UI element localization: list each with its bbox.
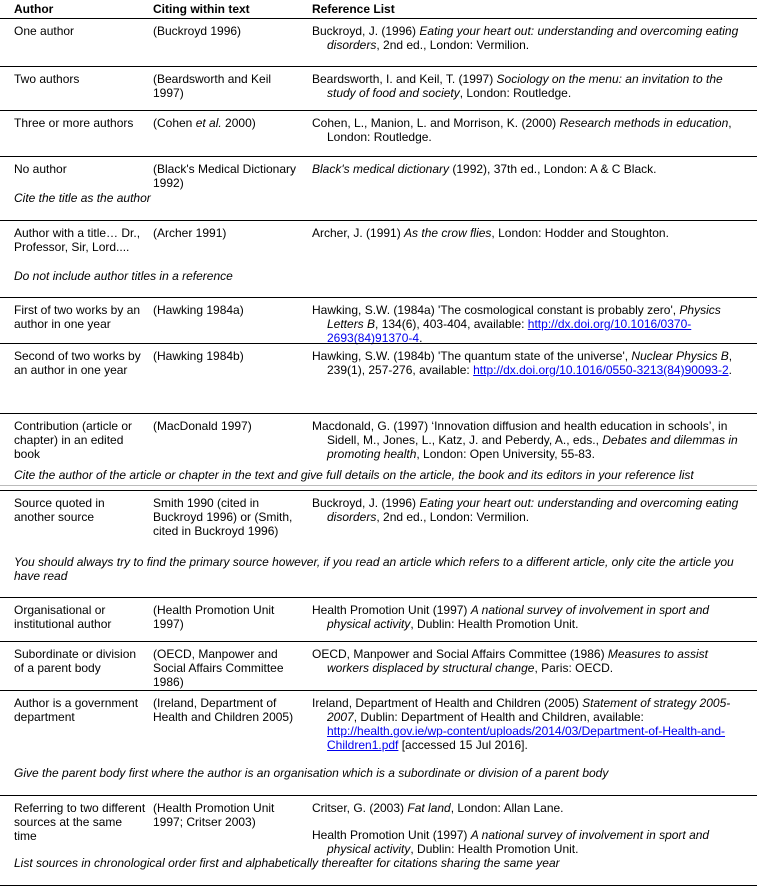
table-row xyxy=(0,795,757,885)
reference-entry xyxy=(312,801,742,815)
row-note: List sources in chronological order first and alphabetically thereafter for citations sharing the same year xyxy=(14,856,560,870)
table-row xyxy=(0,18,757,66)
reference-text: , 2nd ed., London: Vermilion. xyxy=(376,510,530,524)
reference-text: , London: Routledge. xyxy=(459,86,572,100)
reference-text: [accessed 15 Jul 2016]. xyxy=(398,738,528,752)
reference-text: , London: Routledge. xyxy=(327,116,732,144)
table-row xyxy=(0,597,757,641)
reference-title: Statement of strategy 2005-2007 xyxy=(327,696,731,724)
reference-list-cell xyxy=(312,419,742,474)
author-type: Three or more authors xyxy=(14,116,134,130)
reference-title: Black's medical dictionary xyxy=(312,162,450,176)
reference-text: , 239(1), 257-276, available: xyxy=(327,349,733,377)
reference-text: , Paris: OECD. xyxy=(534,661,614,675)
author-type: Two authors xyxy=(14,72,80,86)
citation-example: Smith 1990 (cited in Buckroyd 1996) or (Smith, cited in Buckroyd 1996) xyxy=(153,496,293,538)
header-citing: Citing within text xyxy=(153,2,250,16)
reference-list-cell xyxy=(312,162,742,189)
citation-example: (Beardsworth and Keil 1997) xyxy=(153,72,272,100)
author-type: Source quoted in another source xyxy=(14,496,105,524)
reference-text: , 2nd ed., London: Vermilion. xyxy=(376,38,530,52)
reference-text: Hawking, S.W. (1984b) 'The quantum state of the universe', xyxy=(312,349,632,363)
citation-example: (Archer 1991) xyxy=(153,226,227,240)
reference-title: Physics Letters B xyxy=(327,303,721,331)
reference-list-cell xyxy=(312,696,742,765)
reference-entry xyxy=(312,647,742,675)
reference-title: Eating your heart out: understanding and overcoming eating disorders xyxy=(327,496,739,524)
reference-title: A national survey of involvement in sport and physical activity xyxy=(327,603,710,631)
reference-entry xyxy=(312,24,742,52)
citation-example: (MacDonald 1997) xyxy=(153,419,252,433)
reference-text: Hawking, S.W. (1984a) 'The cosmological constant is probably zero', xyxy=(312,303,680,317)
reference-text: , Dublin: Health Promotion Unit. xyxy=(410,617,579,631)
reference-list-cell xyxy=(312,496,742,537)
table-row xyxy=(0,156,757,220)
reference-list-cell xyxy=(312,647,742,688)
author-type: Second of two works by an author in one year xyxy=(14,349,141,377)
reference-text: OECD, Manpower and Social Affairs Committee (1986) xyxy=(312,647,608,661)
table-bottom-border xyxy=(0,885,757,886)
author-type: Author with a title… Dr., Professor, Sir, Lord.... xyxy=(14,226,141,254)
reference-text: . xyxy=(419,331,423,345)
reference-list-cell xyxy=(312,349,742,390)
row-note: Cite the author of the article or chapter in the text and give full details on the article, the book and its editors in your reference list xyxy=(14,468,694,482)
reference-list-cell xyxy=(312,72,742,113)
reference-list-cell xyxy=(312,226,742,253)
header-reference: Reference List xyxy=(312,2,395,16)
table-row xyxy=(0,220,757,297)
reference-title: As the crow flies xyxy=(404,226,492,240)
reference-entry xyxy=(312,162,742,176)
table-row xyxy=(0,297,757,343)
author-type: One author xyxy=(14,24,75,38)
reference-link[interactable]: http://health.gov.ie/wp-content/uploads/2014/03/Department-of-Health-and-Children1.pdf xyxy=(327,724,726,752)
reference-entry xyxy=(312,226,742,240)
reference-text: Critser, G. (2003) xyxy=(312,801,408,815)
et-al: et al. xyxy=(195,116,222,130)
table-row xyxy=(0,413,757,485)
row-note: Do not include author titles in a reference xyxy=(14,269,233,283)
reference-link[interactable]: http://dx.doi.org/10.1016/0550-3213(84)90093-2 xyxy=(473,363,729,377)
reference-entry xyxy=(312,696,742,752)
author-type: Contribution (article or chapter) in an edited book xyxy=(14,419,133,461)
author-type: Author is a government department xyxy=(14,696,139,724)
citation-example: (Cohen et al. 2000) xyxy=(153,116,256,130)
author-type: First of two works by an author in one year xyxy=(14,303,141,331)
header-author: Author xyxy=(14,2,54,16)
reference-text: Cohen, L., Manion, L. and Morrison, K. (2000) xyxy=(312,116,560,130)
author-type: Subordinate or division of a parent body xyxy=(14,647,137,675)
reference-text: Ireland, Department of Health and Children (2005) xyxy=(312,696,583,710)
reference-text: , London: Open University, 55-83. xyxy=(416,447,595,461)
table-header xyxy=(0,0,757,18)
reference-text: Beardsworth, I. and Keil, T. (1997) xyxy=(312,72,497,86)
table-row xyxy=(0,690,757,795)
reference-link[interactable]: http://dx.doi.org/10.1016/0370-2693(84)91370-4 xyxy=(327,317,692,345)
reference-title: Debates and dilemmas in promoting health xyxy=(327,433,738,461)
citation-example: (Black's Medical Dictionary 1992) xyxy=(153,162,296,190)
citation-example: (Health Promotion Unit 1997; Critser 2003) xyxy=(153,801,275,829)
reference-title: Measures to assist workers displaced by structural change xyxy=(327,647,708,675)
reference-list-cell xyxy=(312,24,742,65)
citation-example: (Hawking 1984b) xyxy=(153,349,244,363)
row-note: Cite the title as the author xyxy=(14,191,151,205)
citation-example: (Health Promotion Unit 1997) xyxy=(153,603,275,631)
author-type: Organisational or institutional author xyxy=(14,603,112,631)
reference-text: Buckroyd, J. (1996) xyxy=(312,24,420,38)
table-row xyxy=(0,343,757,413)
reference-entry xyxy=(312,603,742,631)
table-row xyxy=(0,490,757,597)
reference-text: Health Promotion Unit (1997) xyxy=(312,828,471,842)
table-row xyxy=(0,641,757,690)
reference-text: Macdonald, G. (1997) ‘Innovation diffusion and health education in schools’, in Sidell, M., Jones, L., Katz, J. and Peberdy, A., eds., xyxy=(312,419,728,447)
reference-text: , Dublin: Health Promotion Unit. xyxy=(410,842,579,856)
reference-text: . xyxy=(728,363,732,377)
citation-example: (Ireland, Department of Health and Children 2005) xyxy=(153,696,294,724)
reference-text: Health Promotion Unit (1997) xyxy=(312,603,471,617)
reference-title: Fat land xyxy=(407,801,451,815)
reference-text: , London: Allan Lane. xyxy=(450,801,564,815)
reference-entry xyxy=(312,496,742,524)
reference-text: , 134(6), 403-404, available: xyxy=(375,317,528,331)
reference-entry xyxy=(312,303,742,345)
table-row xyxy=(0,110,757,156)
reference-entry xyxy=(312,419,742,461)
reference-title: Nuclear Physics B xyxy=(631,349,729,363)
reference-entry xyxy=(312,72,742,100)
row-note: You should always try to find the primary source however, if you read an article which refers to a different article, only cite the article you have read xyxy=(14,555,734,583)
citation-example: (Hawking 1984a) xyxy=(153,303,244,317)
reference-entry xyxy=(312,349,742,377)
author-type: Referring to two different sources at the same time xyxy=(14,801,146,843)
reference-list-cell xyxy=(312,603,742,644)
reference-title: Sociology on the menu: an invitation to the study of food and society xyxy=(327,72,723,100)
reference-title: Eating your heart out: understanding and overcoming eating disorders xyxy=(327,24,739,52)
citation-example: (Buckroyd 1996) xyxy=(153,24,242,38)
reference-title: Research methods in education xyxy=(559,116,729,130)
reference-text: , Dublin: Department of Health and Children, available: xyxy=(353,710,644,724)
author-type: No author xyxy=(14,162,67,176)
citation-example: (OECD, Manpower and Social Affairs Committee 1986) xyxy=(153,647,284,689)
reference-text: (1992), 37th ed., London: A & C Black. xyxy=(449,162,657,176)
table-row xyxy=(0,66,757,110)
reference-list-cell xyxy=(312,116,742,157)
reference-text: Archer, J. (1991) xyxy=(312,226,405,240)
reference-entry xyxy=(312,828,742,856)
reference-text: , London: Hodder and Stoughton. xyxy=(491,226,669,240)
reference-text: Buckroyd, J. (1996) xyxy=(312,496,420,510)
reference-entry xyxy=(312,116,742,144)
row-note: Give the parent body first where the author is an organisation which is a subordinate or division of a parent body xyxy=(14,766,609,780)
reference-title: A national survey of involvement in sport and physical activity xyxy=(327,828,710,856)
